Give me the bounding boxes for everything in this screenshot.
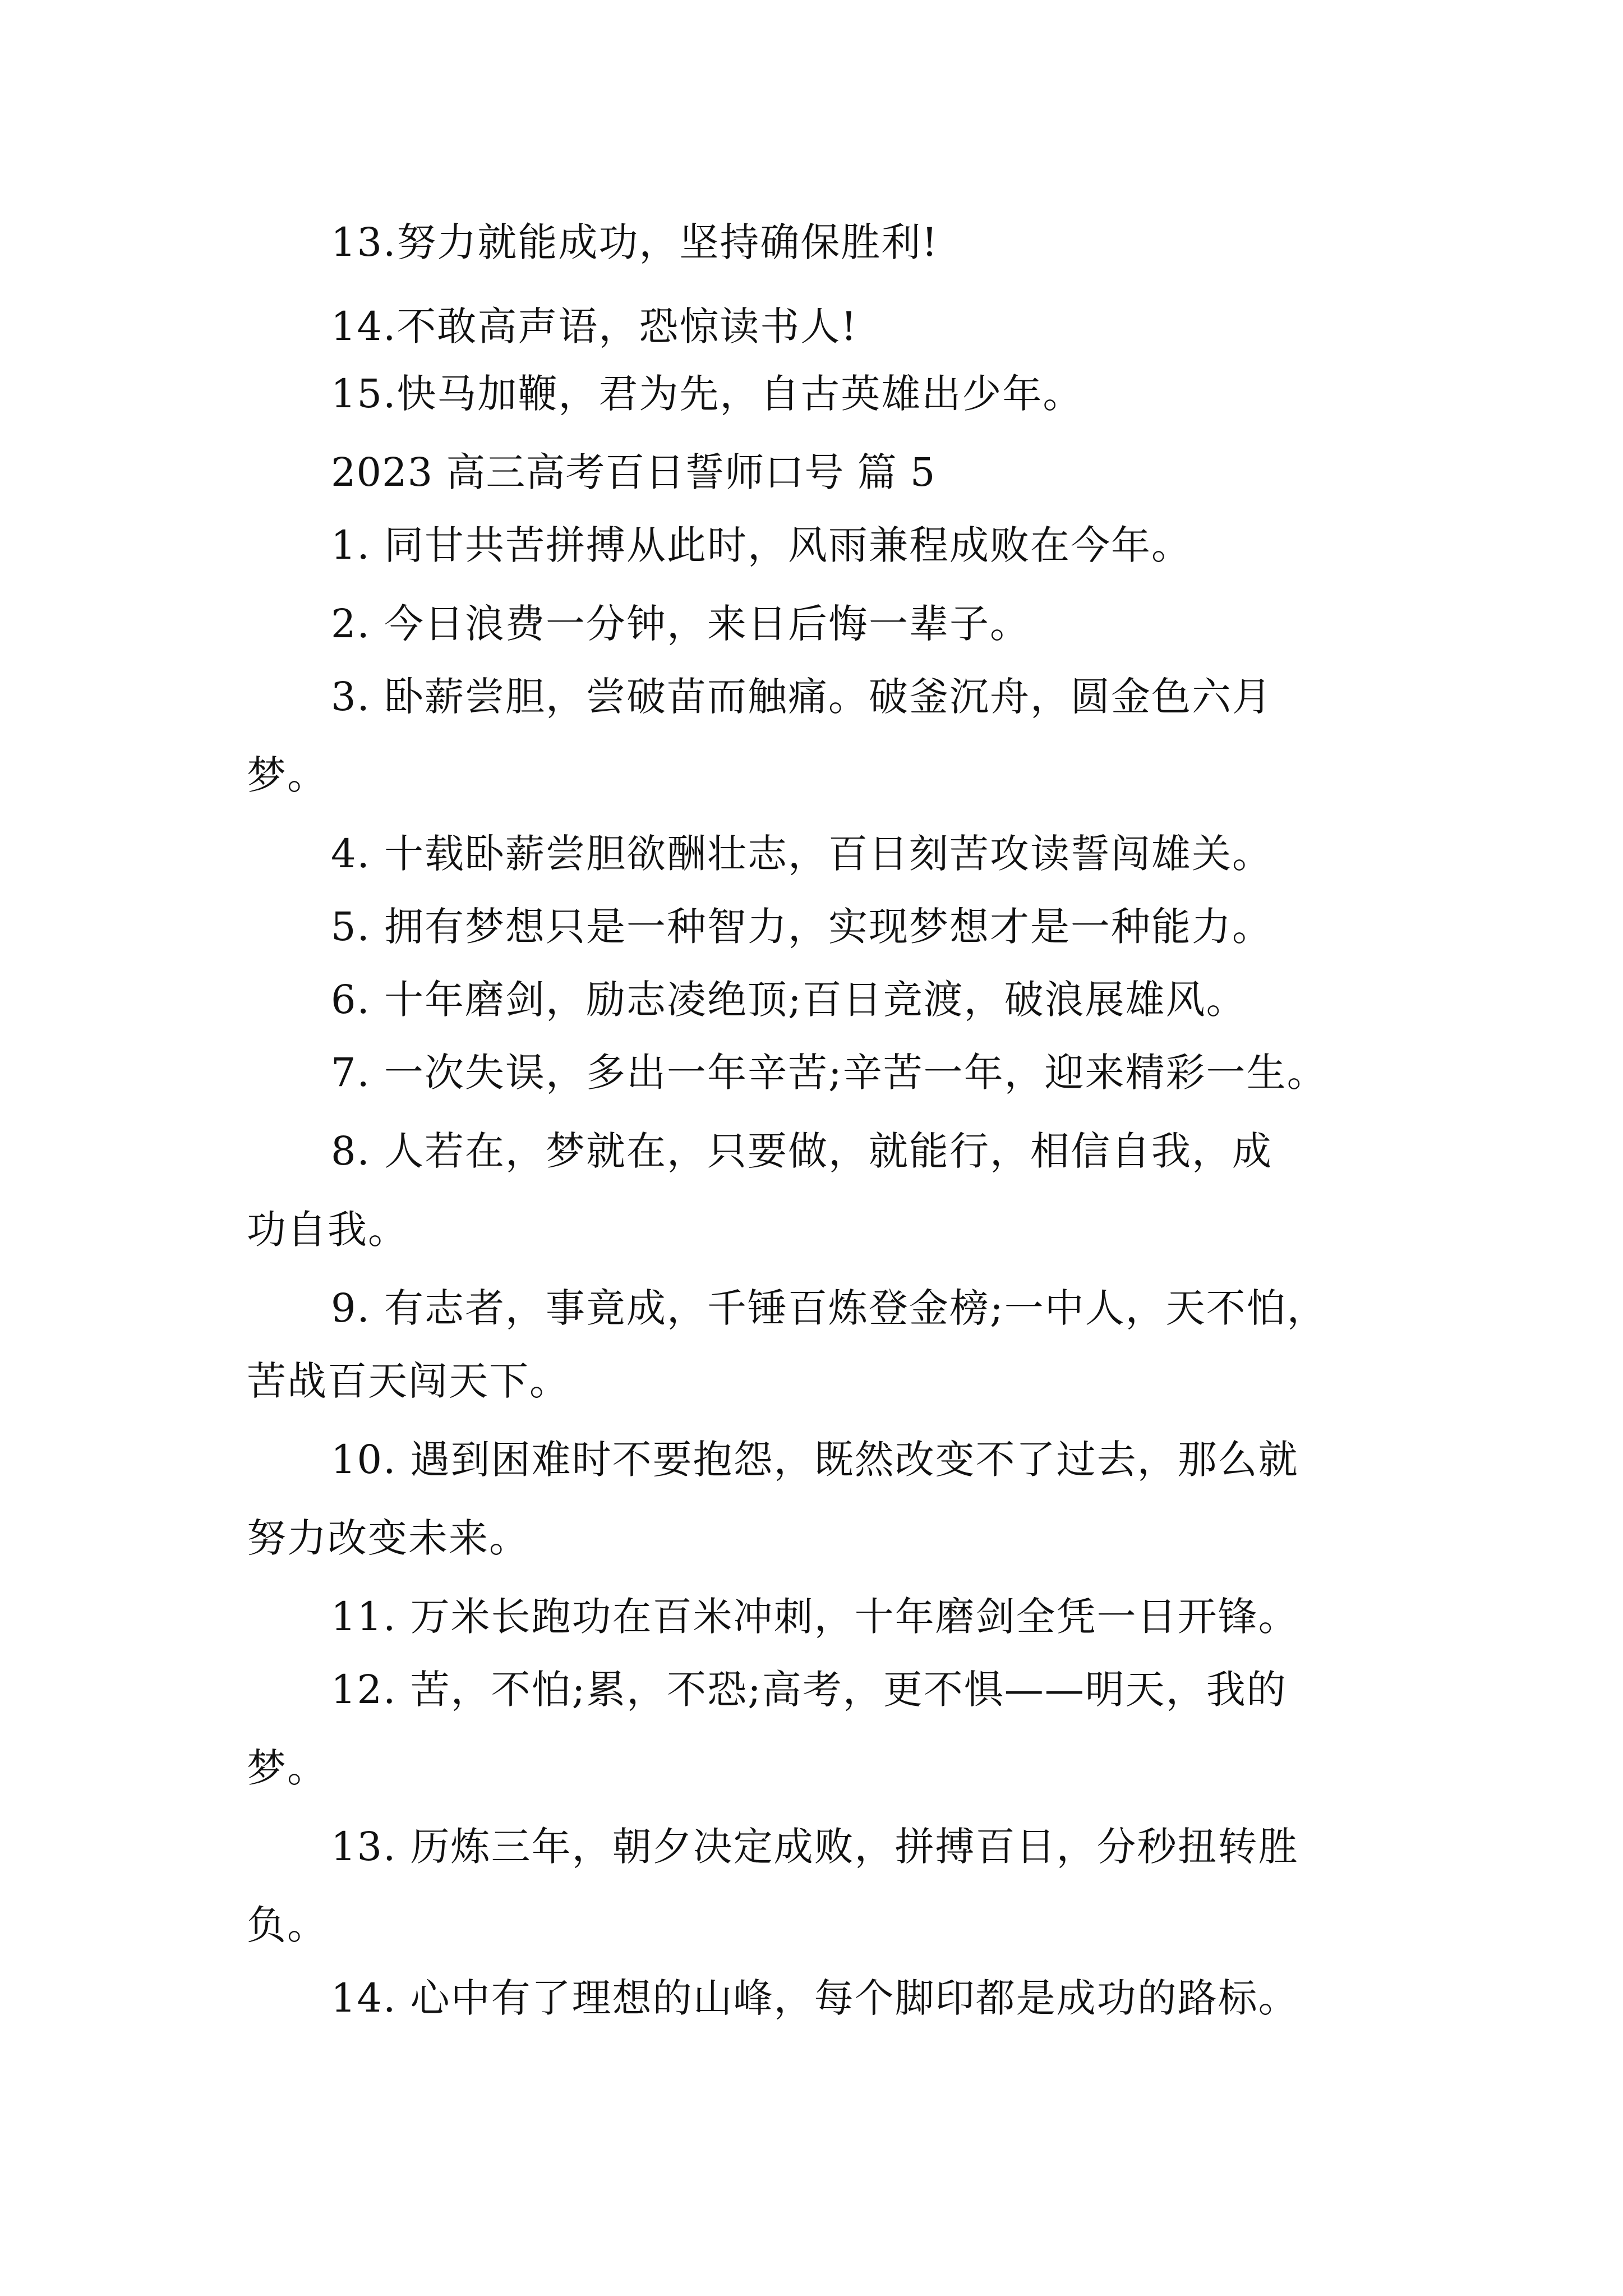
list-item-7: 7. 一次失误，多出一年辛苦;辛苦一年，迎来精彩一生。 <box>331 1050 1327 1096</box>
list-item-14: 14. 心中有了理想的山峰，每个脚印都是成功的路标。 <box>331 1975 1299 2021</box>
list-item-9-continuation: 苦战百天闯天下。 <box>247 1358 570 1404</box>
list-item-3: 3. 卧薪尝胆，尝破苗而触痛。破釜沉舟，圆金色六月 <box>331 674 1273 720</box>
list-item-9: 9. 有志者，事竟成，千锤百炼登金榜;一中人，天不怕， <box>331 1285 1327 1331</box>
list-item-1: 1. 同甘共苦拼搏从此时，风雨兼程成败在今年。 <box>331 522 1192 568</box>
list-item-12-continuation: 梦。 <box>247 1745 328 1791</box>
top-item-15: 15.快马加鞭，君为先，自古英雄出少年。 <box>331 371 1083 417</box>
list-item-13-continuation: 负。 <box>247 1902 328 1948</box>
list-item-13: 13. 历炼三年，朝夕决定成败，拼搏百日，分秒扭转胜 <box>331 1824 1299 1870</box>
section-title: 2023 高三高考百日誓师口号 篇 5 <box>331 449 936 495</box>
list-item-4: 4. 十载卧薪尝胆欲酬壮志，百日刻苦攻读誓闯雄关。 <box>331 831 1273 877</box>
list-item-3-continuation: 梦。 <box>247 752 328 798</box>
top-item-14: 14.不敢高声语，恐惊读书人! <box>331 303 858 349</box>
list-item-12: 12. 苦，不怕;累，不恐;高考，更不惧——明天，我的 <box>331 1667 1287 1713</box>
list-item-6: 6. 十年磨剑，励志凌绝顶;百日竞渡，破浪展雄风。 <box>331 977 1247 1023</box>
list-item-10: 10. 遇到困难时不要抱怨，既然改变不了过去，那么就 <box>331 1437 1299 1483</box>
top-item-13: 13.努力就能成功，坚持确保胜利! <box>331 219 939 265</box>
list-item-8: 8. 人若在，梦就在，只要做，就能行，相信自我，成 <box>331 1128 1273 1174</box>
list-item-10-continuation: 努力改变未来。 <box>247 1515 529 1561</box>
list-item-5: 5. 拥有梦想只是一种智力，实现梦想才是一种能力。 <box>331 904 1273 950</box>
list-item-11: 11. 万米长跑功在百米冲刺，十年磨剑全凭一日开锋。 <box>331 1594 1299 1640</box>
list-item-2: 2. 今日浪费一分钟，来日后悔一辈子。 <box>331 601 1031 647</box>
list-item-8-continuation: 功自我。 <box>247 1207 408 1253</box>
